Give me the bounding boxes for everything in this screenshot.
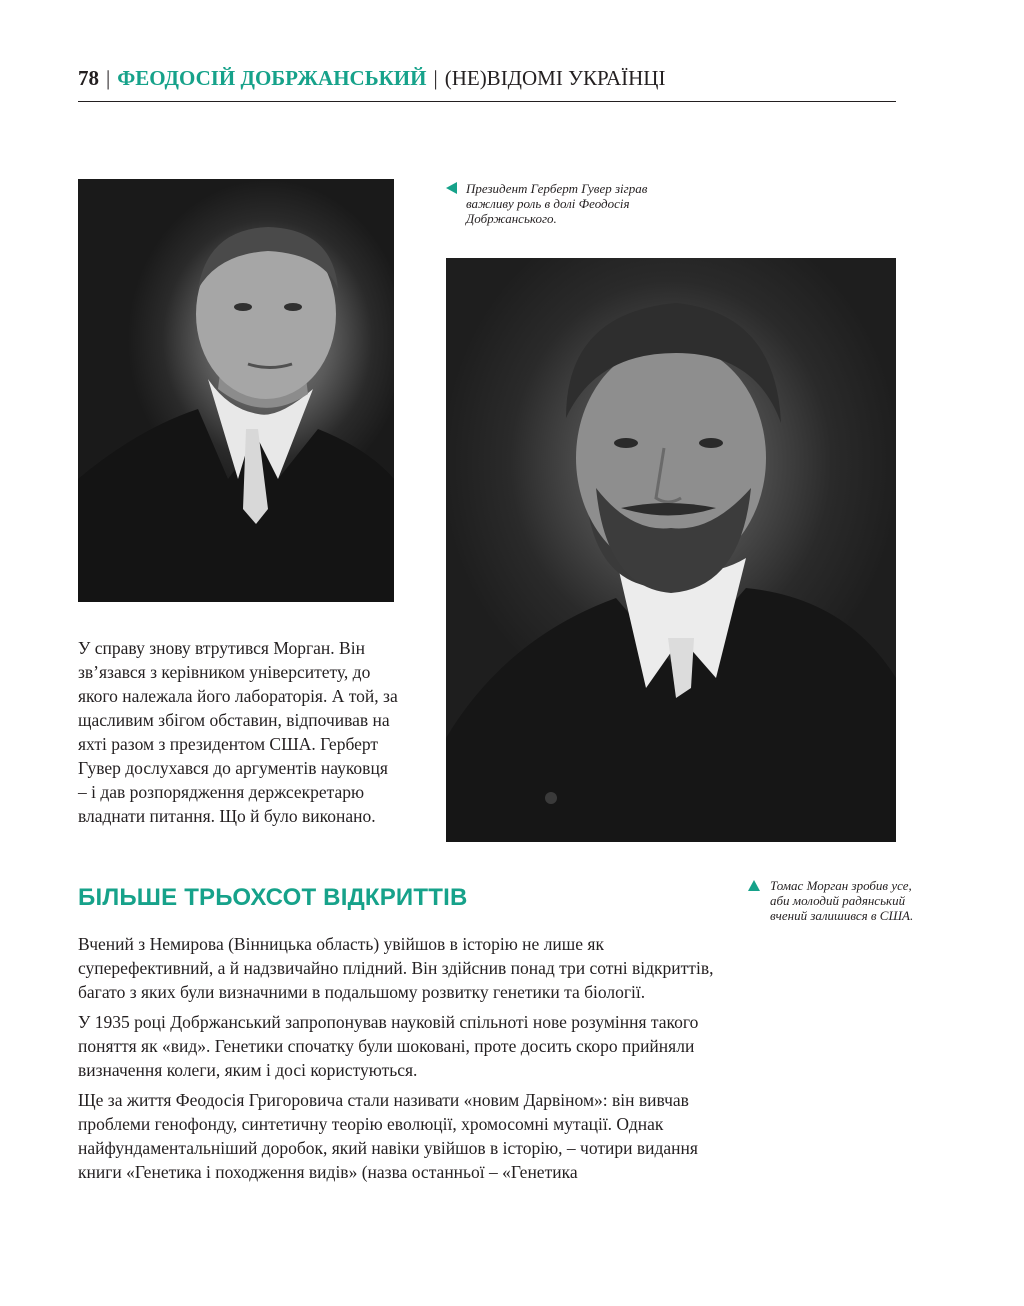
triangle-up-icon [748,880,760,891]
chapter-name: ФЕОДОСІЙ ДОБРЖАНСЬКИЙ [117,66,427,90]
hoover-caption: Президент Герберт Гувер зіграв важливу роль в долі Феодосія Добржанського. [466,181,648,226]
page-number: 78 [78,66,99,90]
body-paragraph: Вчений з Немирова (Вінницька область) увійшов в історію не лише як суперефективний, а й надзвичайно плідний. Він здійснив понад три сотні відкриттів, багато з яких були визначними в подальшому розвитку генетики та біології. [78,934,714,1002]
hoover-portrait-illustration [78,179,394,602]
hoover-portrait-photo [78,179,394,602]
header-separator: | [106,66,111,90]
body-paragraph: Ще за життя Феодосія Григоровича стали називати «новим Дарвіном»: він вивчав проблеми генофонду, синтетичну теорію еволюції, хромосомні мутації. Однак найфундаментальніший доробок, який навіки увійшов в історію, – чотири видання книги «Генетика і походження видів» (назва останньої – «Генетика [78,1090,698,1182]
header-rule [78,101,896,102]
morgan-portrait-photo [446,258,896,842]
body-paragraph: У 1935 році Добржанський запропонував науковій спільноті нове розуміння такого поняття як «вид». Генетики спочатку були шоковані, проте досить скоро прийняли визначення колеги, яким і досі користуються. [78,1012,699,1080]
section-heading: БІЛЬШЕ ТРЬОХСОТ ВІДКРИТТІВ [78,884,468,911]
morgan-caption: Томас Морган зробив усе, аби молодий радянський вчений залишився в США. [770,878,914,923]
series-title: (НЕ)ВІДОМІ УКРАЇНЦІ [444,66,666,90]
triangle-left-icon [446,182,457,194]
running-header [78,66,896,96]
morgan-portrait-illustration [446,258,896,842]
header-separator-2: | [433,66,438,90]
intro-paragraph: У справу знову втрутився Морган. Він зв’язався з керівником університету, до якого належала його лабораторія. А той, за щасливим збігом обставин, відпочивав на яхті разом з президентом США. Герберт Гувер дослухався до аргументів науковця – і дав розпорядження держсекретарю владнати питання. Що й було виконано. [78,638,398,826]
